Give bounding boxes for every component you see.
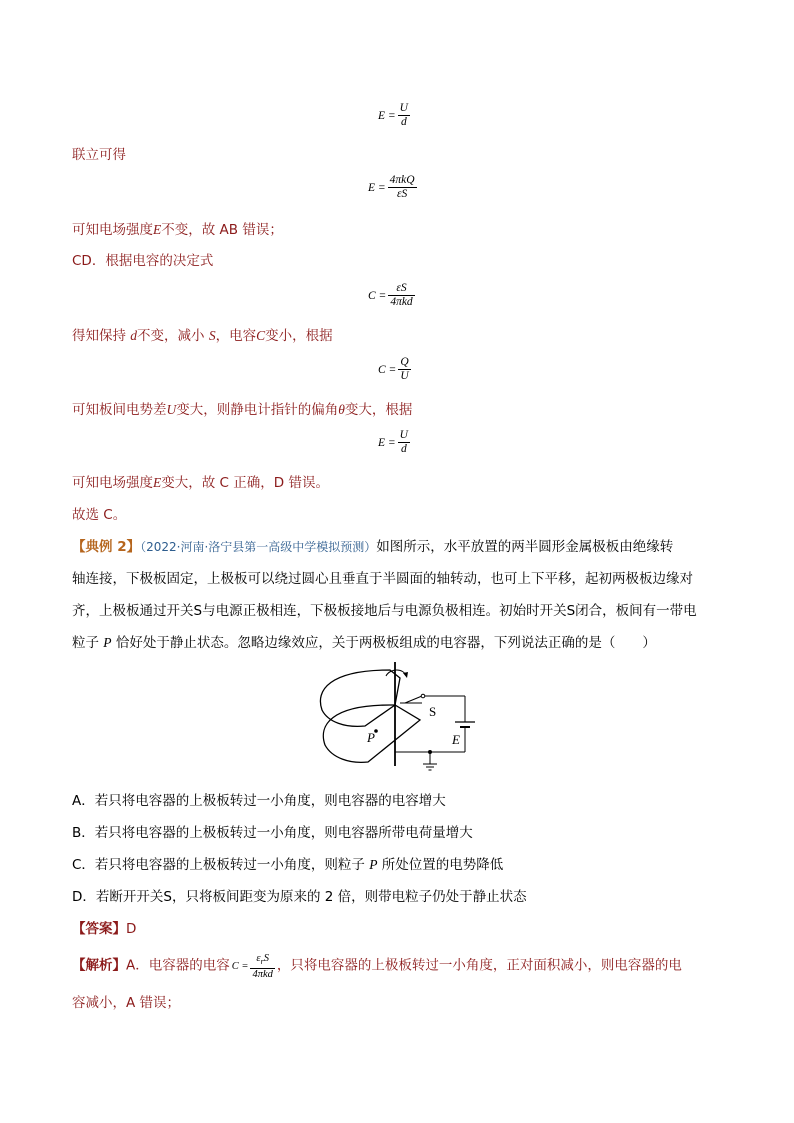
text: 如图所示，水平放置的两半圆形金属极板由绝缘转 (376, 539, 674, 555)
text: 变大，故 C 正确，D 错误。 (161, 475, 329, 491)
text: 可知电场强度 (72, 222, 153, 238)
analysis-line-2: 容减小，A 错误； (72, 995, 181, 1011)
eq-lhs: C = (378, 363, 397, 376)
answer-line (72, 919, 136, 939)
switch-arm (405, 696, 422, 703)
option-a: A．若只将电容器的上极板转过一小角度，则电容器的电容增大 (72, 793, 446, 809)
text: 恰好处于静止状态。忽略边缘效应，关于两极板组成的电容器，下列说法正确的是（ ） (111, 635, 656, 651)
text: 所处位置的电势降低 (377, 857, 504, 873)
denominator: 4πkd (390, 296, 413, 308)
text-conclusion: 故选 C。 (72, 507, 127, 523)
numerator: εS (388, 282, 414, 296)
example-2-line-4 (72, 633, 656, 653)
example-2-line-2: 轴连接，下极板固定，上极板可以绕过圆心且垂直于半圆面的轴转动，也可上下平移，起初两极板边缘对 (72, 571, 693, 587)
equation-e-u-d (378, 102, 410, 129)
example-2-line-3: 齐，上极板通过开关S与电源正极相连，下极板接地后与电源负极相连。初始时开关S闭合，板间有一带电 (72, 603, 697, 619)
text: 可知板间电势差 (72, 402, 167, 418)
label-s: S (429, 704, 437, 719)
area: S (263, 953, 269, 964)
fraction (388, 282, 414, 309)
fraction (398, 429, 410, 456)
denominator: εS (396, 188, 408, 200)
text: ，只将电容器的上极板转过一小角度，正对面积减小，则电容器的电 (276, 957, 682, 974)
analysis-tag: 【解析】 (72, 957, 126, 974)
denominator: 4πkd (252, 969, 273, 981)
arrow-head (403, 672, 408, 678)
text-paragraph-3 (72, 400, 412, 420)
inline-equation (231, 953, 275, 981)
text: 变大，根据 (344, 402, 413, 418)
text: 变小，根据 (265, 328, 333, 344)
text: 不变，故 AB 错误； (161, 222, 283, 238)
text-paragraph-1 (72, 220, 283, 240)
text: 粒子 (72, 635, 104, 651)
eq-lhs: E = (378, 109, 396, 122)
option-d: D．若断开开关S，只将板间距变为原来的 2 倍，则带电粒子仍处于静止状态 (72, 889, 527, 905)
switch-contact (421, 694, 425, 698)
text: A．电容器的电容 (126, 957, 230, 974)
equation-c-q-u (378, 356, 411, 383)
variable: S (208, 328, 216, 343)
numerator (250, 953, 274, 969)
text: 得知保持 (72, 328, 131, 344)
denominator: d (400, 116, 407, 128)
example-source: （2022·河南·洛宁县第一高级中学模拟预测） (140, 540, 377, 554)
answer-tag: 【答案】 (72, 921, 126, 937)
variable: U (166, 402, 177, 417)
equation-c-es-4pikd (368, 282, 415, 309)
text-paragraph-2 (72, 326, 333, 346)
epsilon: ε (256, 953, 261, 964)
text: 变大，则静电计指针的偏角 (176, 402, 339, 418)
capacitor-circuit-diagram (310, 660, 490, 780)
numerator: U (399, 102, 408, 114)
numerator: U (399, 429, 408, 441)
example-tag: 【典例 2】 (72, 539, 141, 555)
variable: C (256, 328, 266, 343)
numerator: Q (400, 356, 409, 368)
fraction (398, 356, 410, 383)
variable: d (130, 328, 138, 343)
variable: P (103, 635, 112, 650)
option-c (72, 855, 503, 875)
fraction (250, 953, 274, 981)
subscript: r (260, 957, 264, 967)
text-cd: CD．根据电容的决定式 (72, 253, 214, 269)
example-2-line-1 (72, 537, 673, 557)
text: 不变，减小 (137, 328, 209, 344)
variable: P (369, 857, 378, 872)
label-p: P (367, 730, 375, 745)
text: 可知电场强度 (72, 475, 153, 491)
variable: E (153, 475, 162, 490)
text: C．若只将电容器的上极板转过一小角度，则粒子 (72, 857, 370, 873)
denominator: d (400, 443, 407, 455)
variable: θ (338, 402, 345, 417)
text: ，电容 (215, 328, 257, 344)
fraction (388, 174, 417, 201)
equation-e-u-d-2 (378, 429, 410, 456)
text-paragraph-4 (72, 473, 329, 493)
eq-lhs: E = (378, 436, 396, 449)
numerator: 4πkQ (389, 174, 415, 186)
denominator: U (400, 370, 409, 382)
equation-e-4pikq (368, 174, 417, 201)
eq-lhs: C = (231, 961, 249, 973)
option-b: B．若只将电容器的上极板转过一小角度，则电容器所带电荷量增大 (72, 825, 473, 841)
eq-lhs: E = (368, 181, 386, 194)
text-lianli: 联立可得 (72, 147, 126, 163)
fraction (398, 102, 410, 129)
analysis-line-1 (72, 953, 682, 981)
answer-value: D (126, 921, 137, 937)
label-e: E (452, 732, 460, 747)
variable: E (153, 222, 162, 237)
eq-lhs: C = (368, 289, 387, 302)
